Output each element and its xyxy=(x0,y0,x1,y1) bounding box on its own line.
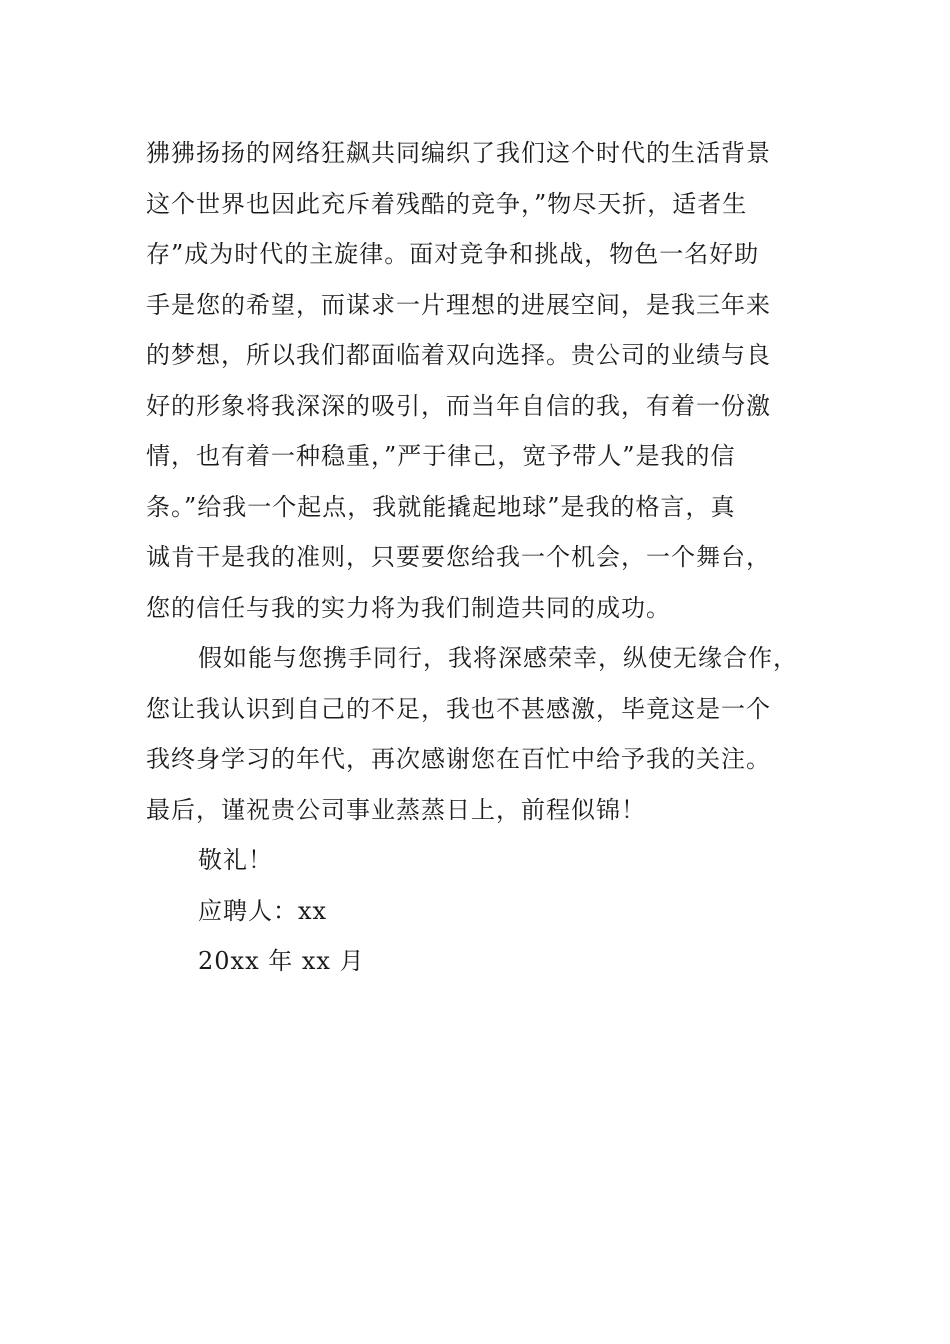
applicant-signature: 应聘人：xx xyxy=(198,896,328,925)
paragraph-line: 手是您的希望，而谋求一片理想的进展空间，是我三年来 xyxy=(146,290,771,319)
paragraph-line: 狒狒扬扬的网络狂飙共同编织了我们这个时代的生活背景 xyxy=(146,139,771,167)
letter-body xyxy=(146,128,836,987)
paragraph-line: 最后，谨祝贵公司事业蒸蒸日上，前程似锦！ xyxy=(146,795,646,824)
paragraph-line: 假如能与您携手同行，我将深感荣幸，纵使无缘合作， xyxy=(198,644,798,672)
paragraph-line: 您让我认识到自己的不足，我也不甚感激，毕竟这是一个 xyxy=(146,694,771,723)
paragraph-line: 诚肯干是我的准则，只要要您给我一个机会，一个舞台， xyxy=(146,543,771,571)
paragraph-line: 存”成为时代的主旋律。面对竞争和挑战，物色一名好助 xyxy=(146,240,760,268)
closing-salutation: 敬礼！ xyxy=(198,846,273,874)
paragraph-line: 您的信任与我的实力将为我们制造共同的成功。 xyxy=(146,593,671,622)
paragraph-line: 好的形象将我深深的吸引，而当年自信的我，有着一份激 xyxy=(146,391,771,420)
paragraph-line: 条。”给我一个起点，我就能撬起地球”是我的格言，真 xyxy=(146,492,736,521)
paragraph-line: 我终身学习的年代，再次感谢您在百忙中给予我的关注。 xyxy=(146,745,771,773)
paragraph-line: 情，也有着一种稳重，”严于律己，宽予带人”是我的信 xyxy=(146,442,736,470)
letter-date: 20xx 年 xx 月 xyxy=(198,947,365,975)
paragraph-line: 的梦想，所以我们都面临着双向选择。贵公司的业绩与良 xyxy=(146,341,771,369)
paragraph-line: 这个世界也因此充斥着残酷的竞争，”物尽天折，适者生 xyxy=(146,189,748,218)
